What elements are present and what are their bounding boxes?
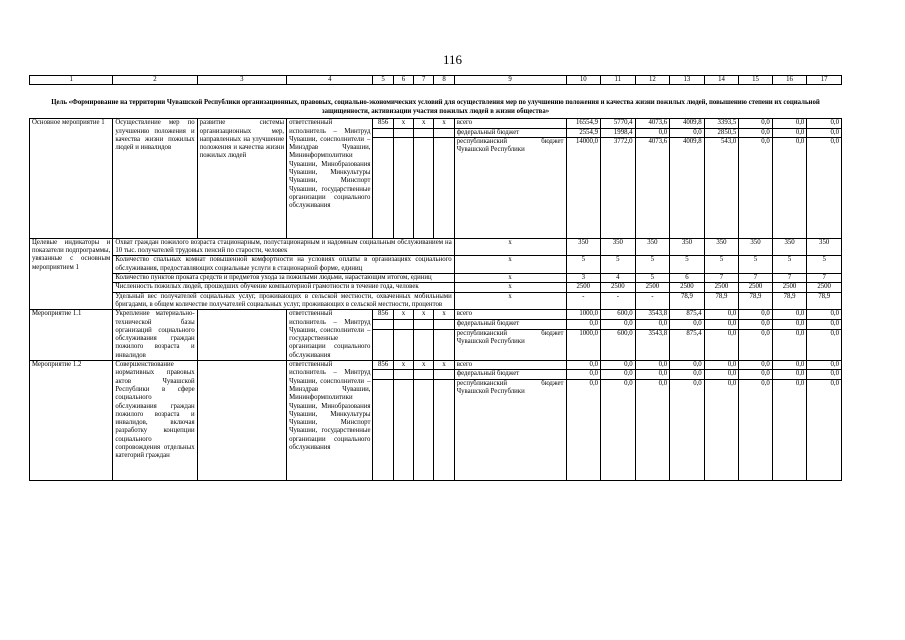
empty-cell: [414, 320, 434, 330]
target-value: 350: [739, 238, 773, 256]
target-value: 350: [670, 238, 705, 256]
funding-value: 0,0: [670, 320, 705, 330]
event-row: [30, 310, 842, 320]
event-title: Совершенствование нормативных правовых актов Чувашской Республики в сфере социального обслуживания граждан пожилого возраста и инвалидов, включая разработку концепции социального сопровождения отдельных категорий граждан: [113, 361, 197, 481]
event-description: [197, 310, 286, 361]
funding-source: республиканский бюджет Чувашской Республики: [454, 137, 566, 238]
funding-value: 0,0: [739, 370, 773, 379]
target-value: 5: [601, 256, 636, 274]
target-value: 7: [704, 274, 739, 283]
target-value: 78,9: [704, 292, 739, 310]
funding-value: 0,0: [739, 320, 773, 330]
funding-source: федеральный бюджет: [454, 370, 566, 379]
funding-value: 0,0: [704, 370, 739, 379]
col-num: 7: [414, 76, 434, 85]
event-row: [30, 119, 842, 128]
col-num: 12: [635, 76, 670, 85]
funding-value: 543,0: [704, 137, 739, 238]
funding-value: 0,0: [566, 361, 601, 370]
target-value: 7: [807, 274, 842, 283]
funding-value: 0,0: [807, 119, 842, 128]
target-x: x: [454, 256, 566, 274]
target-value: 4: [601, 274, 636, 283]
target-value: 2500: [601, 283, 636, 292]
funding-value: 0,0: [772, 320, 807, 330]
empty-cell: [373, 320, 393, 330]
code-x: x: [434, 119, 454, 128]
target-value: 78,9: [670, 292, 705, 310]
target-text: Удельный вес получателей социальных услуг, проживающих в сельской местности, охваченных мобильными бригадами, в общем количестве получателей социальных услуг, проживающих в сельской местности, процентов: [113, 292, 454, 310]
funding-value: 0,0: [635, 370, 670, 379]
target-value: 2500: [670, 283, 705, 292]
target-text: Охват граждан пожилого возраста стационарным, полустационарным и надомным социальным обслуживанием на 10 тыс. получателей трудовых пенсий по старости, человек: [113, 238, 454, 256]
funding-value: 0,0: [807, 379, 842, 480]
target-value: 350: [601, 238, 636, 256]
targets-label: Целевые индикаторы и показатели подпрограммы, увязанные с основным мероприятием 1: [30, 238, 113, 309]
funding-value: 0,0: [635, 379, 670, 480]
funding-value: 0,0: [807, 310, 842, 320]
event-executors: ответственный исполнитель – Минтруд Чувашии, соисполнители – Минздрав Чувашии, Мининформполитики Чувашии, Минобразования Чувашии, Минкультуры Чувашии, Минспорт Чувашии, государственные организации социального обслуживания: [287, 361, 373, 481]
funding-value: 2850,5: [704, 128, 739, 137]
target-value: 5: [635, 256, 670, 274]
empty-cell: [434, 128, 454, 137]
target-value: 5: [739, 256, 773, 274]
col-num: 15: [739, 76, 773, 85]
funding-value: 0,0: [566, 370, 601, 379]
funding-value: 0,0: [739, 330, 773, 361]
empty-cell: [373, 330, 393, 361]
empty-cell: [414, 137, 434, 238]
funding-value: 0,0: [704, 361, 739, 370]
target-value: -: [635, 292, 670, 310]
event-name: Основное мероприятие 1: [30, 119, 113, 239]
target-value: 5: [635, 274, 670, 283]
empty-cell: [373, 379, 393, 480]
code-x: x: [434, 361, 454, 370]
funding-value: 14000,0: [566, 137, 601, 238]
funding-value: 3393,5: [704, 119, 739, 128]
funding-value: 0,0: [670, 379, 705, 480]
target-value: 5: [566, 256, 601, 274]
code-x: x: [414, 361, 434, 370]
event-executors: ответственный исполнитель – Минтруд Чувашии, соисполнители – государственные организации социального обслуживания: [287, 310, 373, 361]
funding-value: 0,0: [772, 330, 807, 361]
funding-value: 5770,4: [601, 119, 636, 128]
event-description: [197, 361, 286, 481]
empty-cell: [434, 137, 454, 238]
funding-value: 3543,8: [635, 330, 670, 361]
funding-value: 0,0: [807, 320, 842, 330]
empty-cell: [393, 137, 413, 238]
target-value: 350: [807, 238, 842, 256]
funding-value: 0,0: [772, 310, 807, 320]
funding-value: 4009,8: [670, 137, 705, 238]
target-value: 7: [772, 274, 807, 283]
target-row: [30, 283, 842, 292]
funding-value: 0,0: [807, 128, 842, 137]
funding-value: 600,0: [601, 330, 636, 361]
code-x: x: [393, 310, 413, 320]
event-executors: ответственный исполнитель – Минтруд Чувашии, соисполнители – Минздрав Чувашии, Мининформполитики Чувашии, Минобразования Чувашии, Минкультуры Чувашии, Минспорт Чувашии, государственные организации социального обслуживания: [287, 119, 373, 239]
funding-value: 0,0: [772, 137, 807, 238]
target-value: 78,9: [807, 292, 842, 310]
funding-value: 0,0: [739, 119, 773, 128]
target-value: 7: [739, 274, 773, 283]
empty-cell: [414, 379, 434, 480]
funding-value: 0,0: [704, 310, 739, 320]
funding-value: 875,4: [670, 330, 705, 361]
funding-value: 0,0: [739, 137, 773, 238]
empty-cell: [414, 370, 434, 379]
target-row: [30, 292, 842, 310]
event-title: Осуществление мер по улучшению положения и качества жизни пожилых людей и инвалидов: [113, 119, 197, 239]
budget-code: 856: [373, 310, 393, 320]
funding-source: всего: [454, 361, 566, 370]
funding-value: 0,0: [807, 361, 842, 370]
target-x: x: [454, 283, 566, 292]
col-num: 6: [393, 76, 413, 85]
funding-value: 0,0: [601, 379, 636, 480]
budget-code: 856: [373, 119, 393, 128]
col-num: 17: [807, 76, 842, 85]
funding-value: 0,0: [807, 137, 842, 238]
funding-value: 0,0: [807, 330, 842, 361]
col-num: 11: [601, 76, 636, 85]
col-num: 9: [454, 76, 566, 85]
empty-cell: [373, 128, 393, 137]
target-value: 2500: [739, 283, 773, 292]
funding-source: всего: [454, 310, 566, 320]
funding-value: 0,0: [739, 361, 773, 370]
event-name: Мероприятие 1.2: [30, 361, 113, 481]
col-num: 10: [566, 76, 601, 85]
funding-value: 0,0: [739, 310, 773, 320]
empty-cell: [434, 379, 454, 480]
target-value: 78,9: [739, 292, 773, 310]
target-x: x: [454, 292, 566, 310]
funding-value: 0,0: [772, 119, 807, 128]
target-text: Количество пунктов проката средств и предметов ухода за пожилыми людьми, нарастающим итогом, единиц: [113, 274, 454, 283]
funding-source: федеральный бюджет: [454, 128, 566, 137]
funding-source: республиканский бюджет Чувашской Республики: [454, 330, 566, 361]
empty-cell: [434, 330, 454, 361]
target-row: [30, 238, 842, 256]
funding-value: 600,0: [601, 310, 636, 320]
event-description: развитие системы организационных мер, направленных на улучшение положения и качества жизни пожилых людей: [197, 119, 286, 239]
code-x: x: [414, 310, 434, 320]
funding-value: 0,0: [670, 128, 705, 137]
funding-value: 3772,0: [601, 137, 636, 238]
code-x: x: [434, 310, 454, 320]
empty-cell: [434, 320, 454, 330]
funding-value: 1000,0: [566, 310, 601, 320]
empty-cell: [434, 370, 454, 379]
target-row: [30, 274, 842, 283]
empty-cell: [393, 128, 413, 137]
funding-value: 0,0: [635, 128, 670, 137]
funding-value: 0,0: [772, 379, 807, 480]
target-value: 2500: [635, 283, 670, 292]
target-value: 2500: [566, 283, 601, 292]
target-value: 2500: [704, 283, 739, 292]
funding-source: республиканский бюджет Чувашской Республики: [454, 379, 566, 480]
page-number: 116: [442, 52, 463, 67]
event-row: [30, 361, 842, 370]
target-row: [30, 256, 842, 274]
empty-cell: [414, 128, 434, 137]
funding-value: 875,4: [670, 310, 705, 320]
program-table: [29, 75, 842, 481]
funding-value: 0,0: [635, 320, 670, 330]
col-num: 5: [373, 76, 393, 85]
empty-cell: [414, 330, 434, 361]
code-x: x: [393, 119, 413, 128]
empty-cell: [393, 370, 413, 379]
empty-cell: [393, 320, 413, 330]
target-value: 5: [704, 256, 739, 274]
empty-cell: [393, 330, 413, 361]
col-num: 8: [434, 76, 454, 85]
col-num: 13: [670, 76, 705, 85]
funding-value: 3543,8: [635, 310, 670, 320]
funding-value: 0,0: [772, 128, 807, 137]
target-value: 5: [772, 256, 807, 274]
funding-value: 0,0: [566, 320, 601, 330]
col-num: 3: [197, 76, 286, 85]
funding-value: 0,0: [704, 330, 739, 361]
funding-value: 0,0: [601, 361, 636, 370]
goal-row: [30, 85, 842, 119]
target-value: -: [566, 292, 601, 310]
funding-value: 0,0: [807, 370, 842, 379]
empty-cell: [373, 137, 393, 238]
funding-value: 0,0: [601, 320, 636, 330]
target-value: 350: [566, 238, 601, 256]
target-text: Численность пожилых людей, прошедших обучение компьютерной грамотности в течение года, человек: [113, 283, 454, 292]
column-number-row: [30, 76, 842, 85]
target-value: 5: [670, 256, 705, 274]
target-value: 350: [635, 238, 670, 256]
code-x: x: [393, 361, 413, 370]
funding-value: 2554,9: [566, 128, 601, 137]
funding-value: 0,0: [635, 361, 670, 370]
col-num: 2: [113, 76, 197, 85]
target-value: 78,9: [772, 292, 807, 310]
funding-source: федеральный бюджет: [454, 320, 566, 330]
funding-value: 0,0: [739, 379, 773, 480]
target-x: x: [454, 238, 566, 256]
col-num: 1: [30, 76, 113, 85]
empty-cell: [393, 379, 413, 480]
funding-value: 0,0: [704, 379, 739, 480]
funding-value: 0,0: [739, 128, 773, 137]
funding-value: 0,0: [704, 320, 739, 330]
funding-value: 0,0: [772, 370, 807, 379]
empty-cell: [373, 370, 393, 379]
funding-value: 1998,4: [601, 128, 636, 137]
funding-value: 0,0: [670, 361, 705, 370]
target-value: 2500: [807, 283, 842, 292]
target-value: -: [601, 292, 636, 310]
target-x: x: [454, 274, 566, 283]
target-value: 350: [704, 238, 739, 256]
funding-source: всего: [454, 119, 566, 128]
col-num: 16: [772, 76, 807, 85]
col-num: 14: [704, 76, 739, 85]
goal-text: Цель «Формирование на территории Чувашской Республики организационных, правовых, социально-экономических условий для осуществления мер по улучшению положения и качества жизни пожилых людей, повышению степени их социальной защищенности, активизации участия пожилых людей в жизни общества»: [30, 85, 842, 119]
event-name: Мероприятие 1.1: [30, 310, 113, 361]
target-value: 350: [772, 238, 807, 256]
funding-value: 16554,9: [566, 119, 601, 128]
funding-value: 0,0: [772, 361, 807, 370]
event-title: Укрепление материально-технической базы организаций социального обслуживания граждан пожилого возраста и инвалидов: [113, 310, 197, 361]
funding-value: 0,0: [601, 370, 636, 379]
target-value: 6: [670, 274, 705, 283]
code-x: x: [414, 119, 434, 128]
target-value: 3: [566, 274, 601, 283]
target-value: 5: [807, 256, 842, 274]
target-value: 2500: [772, 283, 807, 292]
funding-value: 0,0: [670, 370, 705, 379]
funding-value: 4009,8: [670, 119, 705, 128]
funding-value: 1000,0: [566, 330, 601, 361]
target-text: Количество спальных комнат повышенной комфортности на условиях оплаты в организациях социального обслуживания, предоставляющих социальные услуги в стационарной форме, единиц: [113, 256, 454, 274]
col-num: 4: [287, 76, 373, 85]
budget-code: 856: [373, 361, 393, 370]
funding-value: 4073,6: [635, 119, 670, 128]
funding-value: 0,0: [566, 379, 601, 480]
funding-value: 4073,6: [635, 137, 670, 238]
